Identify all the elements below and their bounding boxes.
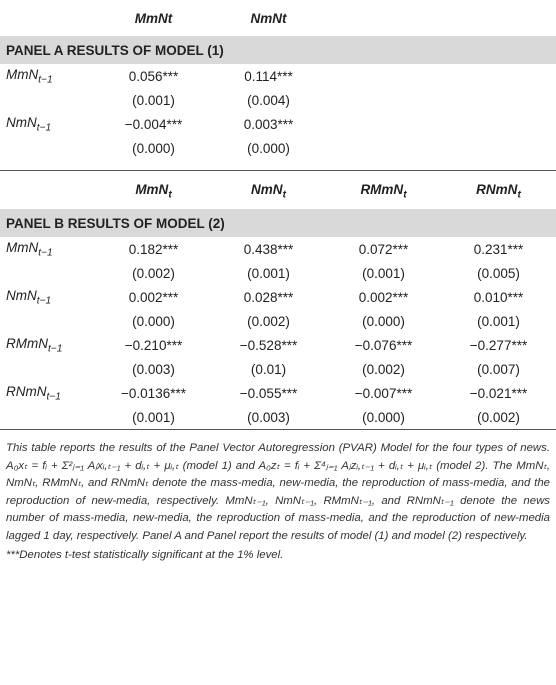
table-cell: −0.528*** (239, 337, 298, 353)
row-label: MmN$_{t-1}$ (6, 239, 53, 259)
table-cell: (0.001) (132, 409, 175, 425)
table-row (0, 405, 556, 430)
table-cell: (0.007) (477, 361, 520, 377)
table-cell: (0.003) (132, 361, 175, 377)
panel-b-title-row (0, 209, 556, 237)
table-note: This table reports the results of the Panel Vector Autoregression (PVAR) Model for the four types of news. A₀xₜ = fᵢ + Σ²ⱼ₌₁ Aⱼxᵢ,ₜ₋₁ + dᵢ,ₜ + μᵢ,ₜ (model 1) and A₀zₜ = fᵢ + Σ⁴ⱼ₌₁ Aⱼzᵢ,ₜ₋₁ + dᵢ,ₜ + μᵢ,ₜ (model 2). The MmNₜ, NmNₜ, RMmNₜ, and RNmNₜ denote the mass-media, new-media, the reproduction of mass-media, and the reproduction of new-media, respectively. MmNₜ₋₁, NmNₜ₋₁, RMmNₜ₋₁, and RNmNₜ₋₁ denote the news number of mass-media, new-media, the reproduction of mass-media, and the reproduction of new-media lagged 1 day, respectively. Panel A and Panel report the results of model (1) and model (2) respectively. (6, 442, 550, 542)
table-cell: (0.002) (477, 409, 520, 425)
row-label: NmN$_{t-1}$ (6, 114, 52, 134)
panel-a-title: PANEL A RESULTS OF MODEL (1) (0, 36, 556, 64)
table-footnote: ***Denotes t-test statistically significant at the 1% level. (6, 549, 284, 561)
panel-a-title-row (0, 36, 556, 64)
column-header: RNmN$_t$ (476, 181, 521, 201)
table-row (0, 112, 556, 136)
column-header: NmNt (250, 10, 287, 26)
table-row (0, 381, 556, 405)
row-label: RNmN$_{t-1}$ (6, 383, 61, 403)
row-label: NmN$_{t-1}$ (6, 287, 52, 307)
column-header: RMmN$_t$ (360, 181, 407, 201)
table-cell: (0.001) (247, 265, 290, 281)
table-cell: −0.004*** (124, 116, 183, 132)
column-header: MmNt (134, 10, 173, 26)
table-cell: (0.000) (247, 140, 290, 156)
column-header: NmN$_t$ (251, 181, 286, 201)
table-cell: 0.002*** (358, 289, 409, 305)
panel-a-header-row (0, 0, 556, 36)
table-cell: (0.002) (247, 313, 290, 329)
table-cell: 0.231*** (473, 241, 524, 257)
table-cell: 0.182*** (128, 241, 179, 257)
table-row (0, 261, 556, 285)
table-row (0, 285, 556, 309)
table-cell: (0.000) (362, 409, 405, 425)
table-cell: (0.000) (362, 313, 405, 329)
table-cell: −0.210*** (124, 337, 183, 353)
table-cell: (0.001) (477, 313, 520, 329)
table-row (0, 64, 556, 88)
table-cell: (0.002) (362, 361, 405, 377)
table-row (0, 309, 556, 333)
table-cell: −0.007*** (354, 385, 413, 401)
table-cell: (0.000) (132, 140, 175, 156)
table-cell: 0.056*** (128, 68, 179, 84)
table-cell: 0.028*** (243, 289, 294, 305)
table-row (0, 88, 556, 112)
panel-b-title: PANEL B RESULTS OF MODEL (2) (0, 209, 556, 237)
table-cell: (0.01) (250, 361, 287, 377)
table-cell: 0.010*** (473, 289, 524, 305)
table-cell: (0.003) (247, 409, 290, 425)
row-label: MmN$_{t-1}$ (6, 66, 53, 86)
panel-b-header-row (0, 173, 556, 209)
column-header: MmN$_t$ (135, 181, 172, 201)
table-cell: 0.003*** (243, 116, 294, 132)
table-cell: −0.021*** (469, 385, 528, 401)
table-cell: 0.438*** (243, 241, 294, 257)
table-cell: (0.001) (362, 265, 405, 281)
table-cell: (0.001) (132, 92, 175, 108)
table-cell: (0.002) (132, 265, 175, 281)
table-cell: 0.072*** (358, 241, 409, 257)
table-cell: −0.076*** (354, 337, 413, 353)
table-cell: (0.005) (477, 265, 520, 281)
table-cell: 0.114*** (244, 68, 293, 84)
table-cell: −0.055*** (239, 385, 298, 401)
table-cell: −0.0136*** (121, 385, 186, 401)
table-row (0, 136, 556, 160)
table-row (0, 237, 556, 261)
table-cell: (0.000) (132, 313, 175, 329)
table-row (0, 357, 556, 381)
table-row (0, 333, 556, 357)
row-label: RMmN$_{t-1}$ (6, 335, 63, 355)
table-cell: −0.277*** (469, 337, 528, 353)
table-cell: (0.004) (247, 92, 290, 108)
table-cell: 0.002*** (128, 289, 179, 305)
